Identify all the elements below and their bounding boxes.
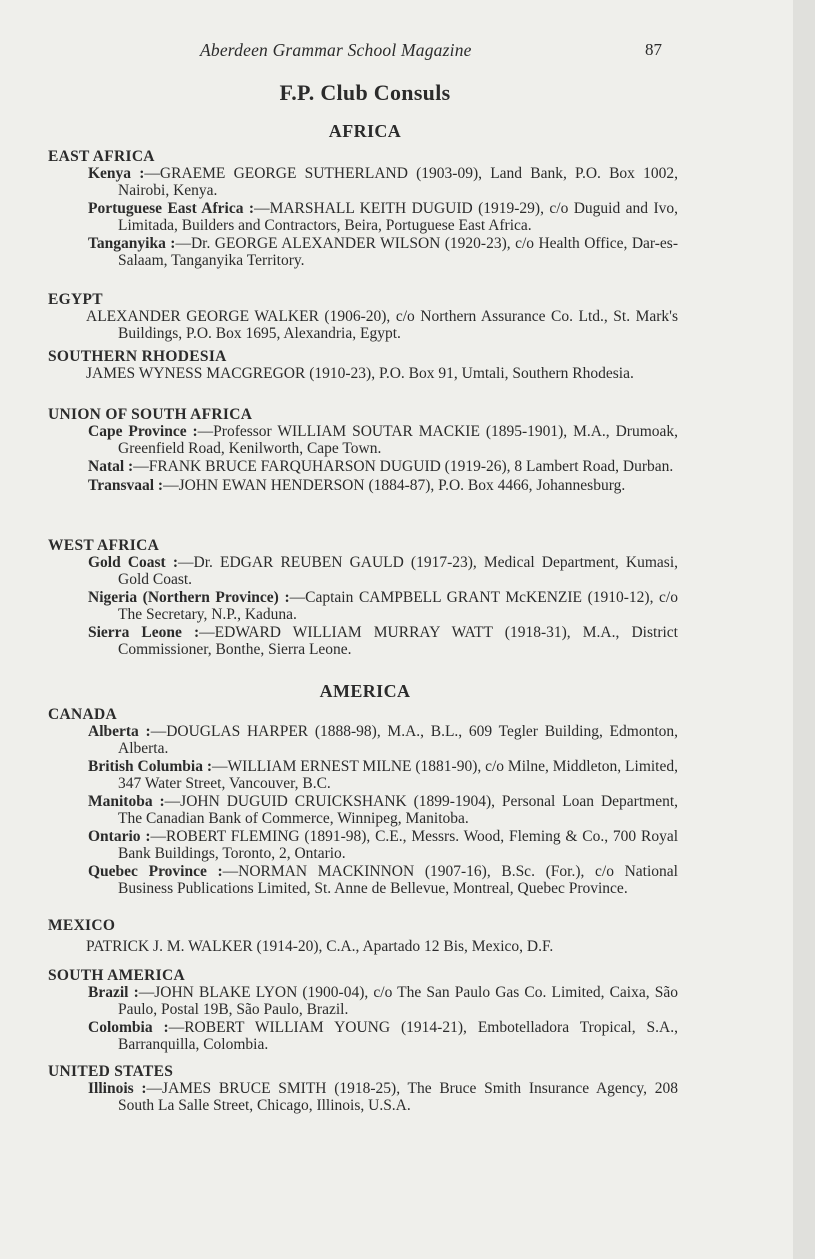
consul-details: —DOUGLAS HARPER (1888-98), M.A., B.L., 609 Tegler Building, Edmonton, Alberta.	[118, 723, 679, 757]
consul-entry-manitoba	[88, 794, 678, 827]
consul-entry-southern-rhodesia: JAMES WYNESS MACGREGOR (1910-23), P.O. Box 91, Umtali, Southern Rhodesia.	[86, 365, 634, 382]
region-egypt	[48, 290, 678, 344]
place-label: Portuguese East Africa :	[88, 200, 255, 217]
region-west-africa	[48, 536, 678, 660]
place-label: Nigeria (Northern Province) :	[88, 589, 290, 606]
consul-entry-colombia	[88, 1020, 678, 1053]
region-united-states	[48, 1062, 678, 1116]
place-label: Brazil :	[88, 984, 139, 1001]
consul-details: —ROBERT WILLIAM YOUNG (1914-21), Embotelladora Tropical, S.A., Barranquilla, Colombia.	[118, 1019, 678, 1053]
consul-entry-nigeria	[88, 590, 678, 623]
consul-details: —JOHN DUGUID CRUICKSHANK (1899-1904), Personal Loan Department, The Canadian Bank of Commerce, Winnipeg, Manitoba.	[118, 793, 679, 827]
continent-heading-africa: AFRICA	[328, 121, 402, 141]
place-label: Alberta :	[88, 723, 151, 740]
region-east-africa	[48, 147, 678, 271]
consul-details: —WILLIAM ERNEST MILNE (1881-90), c/o Milne, Middleton, Limited, 347 Water Street, Vancouver, B.C.	[118, 758, 678, 792]
consul-details: —Dr. EDGAR REUBEN GAULD (1917-23), Medical Department, Kumasi, Gold Coast.	[118, 554, 678, 588]
consul-details: —Captain CAMPBELL GRANT McKENZIE (1910-12), c/o The Secretary, N.P., Kaduna.	[118, 589, 678, 623]
consul-entry-sierra-leone	[88, 625, 678, 658]
consul-details: —FRANK BRUCE FARQUHARSON DUGUID (1919-26), 8 Lambert Road, Durban.	[133, 458, 674, 475]
place-label: Gold Coast :	[88, 554, 178, 571]
place-label: Cape Province :	[88, 423, 198, 440]
place-label: Sierra Leone :	[88, 624, 200, 641]
consul-details: —NORMAN MACKINNON (1907-16), B.Sc. (For.), c/o National Business Publications Limited, St. Anne de Bellevue, Montreal, Quebec Province.	[118, 863, 678, 897]
consul-details: —MARSHALL KEITH DUGUID (1919-29), c/o Duguid and Ivo, Limitada, Builders and Contractors, Beira, Portuguese East Africa.	[118, 200, 678, 234]
consul-entry-portuguese-east-africa	[88, 201, 678, 234]
place-label: Illinois :	[88, 1080, 147, 1097]
place-label: British Columbia :	[88, 758, 213, 775]
consul-details: —JOHN EWAN HENDERSON (1884-87), P.O. Box 4466, Johannesburg.	[163, 476, 626, 494]
page-edge	[793, 0, 815, 1259]
running-header	[0, 40, 793, 66]
consul-details: —GRAEME GEORGE SUTHERLAND (1903-09), Land Bank, P.O. Box 1002, Nairobi, Kenya.	[118, 165, 678, 199]
region-heading: SOUTH AMERICA	[48, 967, 185, 984]
consul-details: —Professor WILLIAM SOUTAR MACKIE (1895-1901), M.A., Drumoak, Greenfield Road, Kenilworth, Cape Town.	[118, 423, 678, 457]
consul-entry-ontario	[88, 829, 678, 862]
consul-details: —Dr. GEORGE ALEXANDER WILSON (1920-23), c/o Health Office, Dar-es-Salaam, Tanganyika Territory.	[118, 235, 678, 269]
consul-details: —ROBERT FLEMING (1891-98), C.E., Messrs. Wood, Fleming & Co., 700 Royal Bank Buildings, Toronto, 2, Ontario.	[118, 828, 679, 862]
consul-entry-brazil	[88, 985, 678, 1018]
consul-entry-natal	[88, 459, 678, 476]
place-label: Tanganyika :	[88, 235, 176, 252]
consul-entry-mexico: PATRICK J. M. WALKER (1914-20), C.A., Apartado 12 Bis, Mexico, D.F.	[86, 938, 554, 955]
region-heading: WEST AFRICA	[48, 537, 160, 554]
region-heading: CANADA	[48, 706, 117, 723]
region-heading: UNITED STATES	[48, 1063, 174, 1080]
continent-heading-america: AMERICA	[319, 681, 411, 701]
region-heading: MEXICO	[48, 917, 116, 934]
consul-entry-british-columbia	[88, 759, 678, 792]
consul-entry-tanganyika	[88, 236, 678, 269]
consul-entry-quebec	[88, 864, 678, 897]
region-southern-rhodesia	[48, 347, 678, 385]
page-title: F.P. Club Consuls	[279, 80, 451, 105]
consul-details: —EDWARD WILLIAM MURRAY WATT (1918-31), M.A., District Commissioner, Bonthe, Sierra Leone.	[118, 624, 678, 658]
place-label: Quebec Province :	[88, 863, 223, 880]
region-heading: EGYPT	[48, 291, 103, 308]
region-heading: EAST AFRICA	[48, 148, 155, 165]
region-heading: UNION OF SOUTH AFRICA	[48, 406, 253, 423]
place-label: Ontario :	[88, 828, 151, 845]
consul-entry-illinois	[88, 1081, 678, 1114]
region-union-of-south-africa	[48, 405, 678, 496]
running-title: Aberdeen Grammar School Magazine	[200, 40, 472, 60]
place-label: Colombia :	[88, 1019, 169, 1036]
consul-entry-transvaal	[88, 478, 678, 495]
place-label: Transvaal :	[88, 476, 164, 494]
place-label: Manitoba :	[88, 793, 165, 810]
region-south-america	[48, 966, 678, 1055]
region-mexico	[48, 916, 678, 958]
page-number: 87	[645, 40, 662, 59]
region-heading: SOUTHERN RHODESIA	[48, 348, 227, 365]
place-label: Kenya :	[88, 165, 145, 182]
consul-details: —JAMES BRUCE SMITH (1918-25), The Bruce Smith Insurance Agency, 208 South La Salle Street, Chicago, Illinois, U.S.A.	[118, 1080, 678, 1114]
consul-entry-alberta	[88, 724, 678, 757]
place-label: Natal :	[88, 458, 134, 475]
consul-entry-gold-coast	[88, 555, 678, 588]
consul-details: —JOHN BLAKE LYON (1900-04), c/o The San Paulo Gas Co. Limited, Caixa, São Paulo, Postal 19B, São Paulo, Brazil.	[118, 984, 678, 1018]
consul-entry-cape-province	[88, 424, 678, 457]
consul-entry-kenya	[88, 166, 678, 199]
region-canada	[48, 705, 678, 899]
consul-entry-egypt: ALEXANDER GEORGE WALKER (1906-20), c/o Northern Assurance Co. Ltd., St. Mark's Buildings, P.O. Box 1695, Alexandria, Egypt.	[86, 308, 678, 342]
